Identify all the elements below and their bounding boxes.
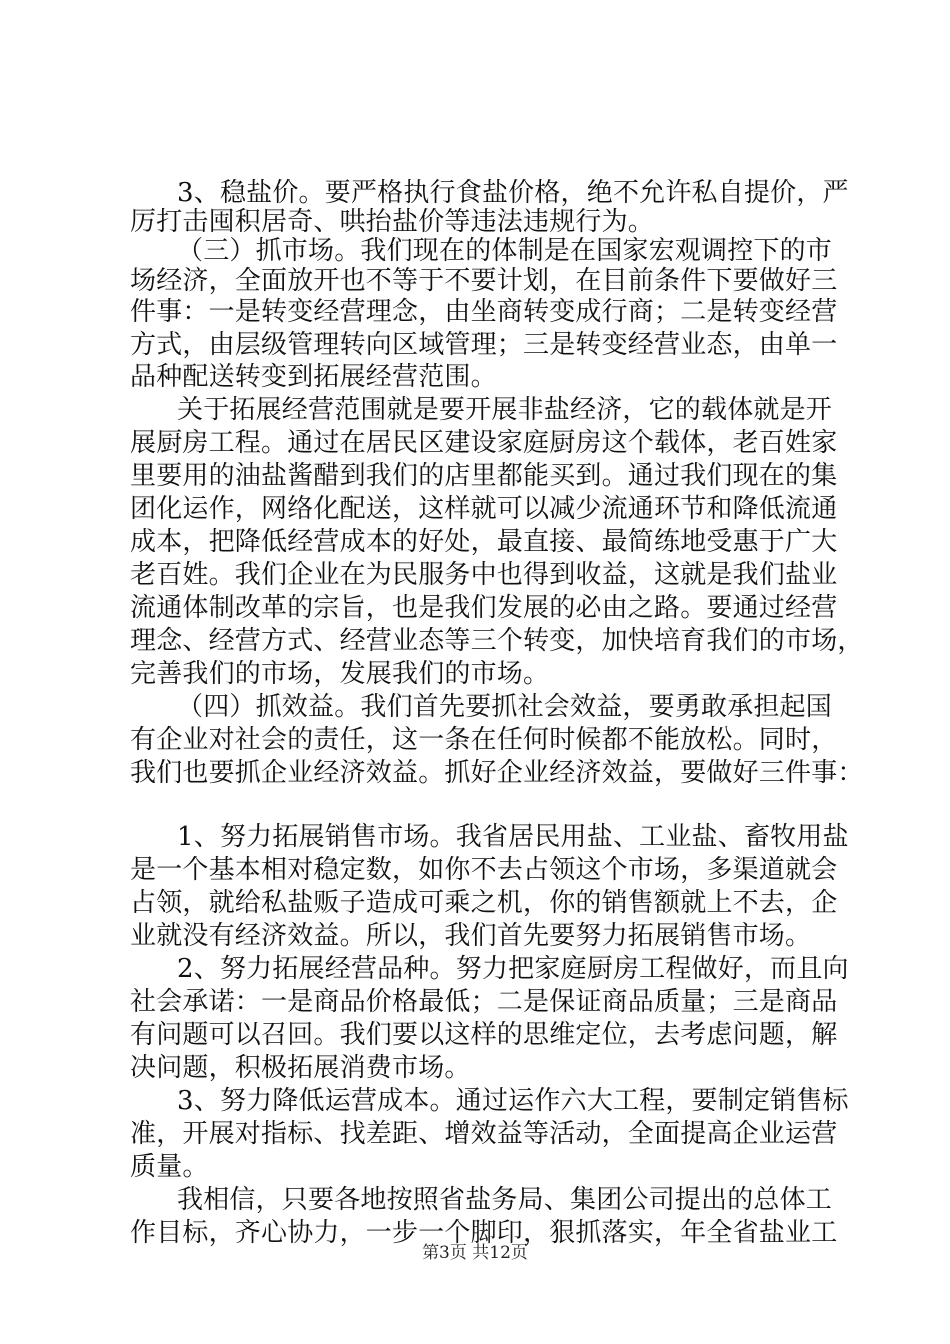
text-line: 我们也要抓企业经济效益。抓好企业经济效益，要做好三件事： — [130, 758, 864, 788]
text-line: 有企业对社会的责任，这一条在任何时候都不能放松。同时， — [130, 725, 838, 755]
text-line: 方式，由层级管理转向区域管理；三是转变经营业态，由单一 — [130, 330, 838, 360]
text-line: 场经济，全面放开也不等于不要计划，在目前条件下要做好三 — [130, 266, 838, 296]
text-line: （三）抓市场。我们现在的体制是在国家宏观调控下的市 — [177, 236, 833, 266]
text-line: 社会承诺：一是商品价格最低；二是保证商品质量；三是商品 — [130, 987, 838, 1017]
text-line: 2、努力拓展经营品种。努力把家庭厨房工程做好，而且向 — [177, 954, 849, 984]
text-line: 作目标，齐心协力，一步一个脚印，狠抓落实，年全省盐业工 — [130, 1218, 838, 1248]
text-line: 准，开展对指标、找差距、增效益等活动，全面提高企业运营 — [130, 1119, 838, 1149]
text-line: 团化运作，网络化配送，这样就可以减少流通环节和降低流通 — [130, 494, 838, 524]
text-line: 有问题可以召回。我们要以这样的思维定位，去考虑问题，解 — [130, 1020, 838, 1050]
text-line: 理念、经营方式、经营业态等三个转变，加快培育我们的市场， — [130, 626, 864, 656]
text-line: 关于拓展经营范围就是要开展非盐经济，它的载体就是开 — [177, 395, 833, 425]
text-line: 流通体制改革的宗旨，也是我们发展的必由之路。要通过经营 — [130, 593, 838, 623]
page-number: 第3页 共12页 — [422, 1243, 528, 1263]
text-line: 1、努力拓展销售市场。我省居民用盐、工业盐、畜牧用盐 — [177, 822, 849, 852]
text-line: 质量。 — [130, 1152, 209, 1182]
text-line: 是一个基本相对稳定数，如你不去占领这个市场，多渠道就会 — [130, 855, 838, 885]
text-line: 展厨房工程。通过在居民区建设家庭厨房这个载体，老百姓家 — [130, 428, 838, 458]
text-line: 成本，把降低经营成本的好处，最直接、最简练地受惠于广大 — [130, 527, 838, 557]
text-line: 件事：一是转变经营理念，由坐商转变成行商；二是转变经营 — [130, 297, 838, 327]
text-line: 里要用的油盐酱醋到我们的店里都能买到。通过我们现在的集 — [130, 461, 838, 491]
text-line: 完善我们的市场，发展我们的市场。 — [130, 659, 550, 689]
text-line: 品种配送转变到拓展经营范围。 — [130, 362, 497, 392]
text-line: 3、努力降低运营成本。通过运作六大工程，要制定销售标 — [177, 1086, 849, 1116]
text-line: （四）抓效益。我们首先要抓社会效益，要勇敢承担起国 — [177, 692, 833, 722]
text-line: 业就没有经济效益。所以，我们首先要努力拓展销售市场。 — [130, 921, 812, 951]
text-line: 3、稳盐价。要严格执行食盐价格，绝不允许私自提价，严 — [177, 178, 849, 208]
text-line: 老百姓。我们企业在为民服务中也得到收益，这就是我们盐业 — [130, 560, 838, 590]
text-line: 占领，就给私盐贩子造成可乘之机，你的销售额就上不去，企 — [130, 888, 838, 918]
text-line: 决问题，积极拓展消费市场。 — [130, 1053, 471, 1083]
text-line: 我相信，只要各地按照省盐务局、集团公司提出的总体工 — [177, 1185, 833, 1215]
text-line: 厉打击囤积居奇、哄抬盐价等违法违规行为。 — [130, 207, 655, 237]
